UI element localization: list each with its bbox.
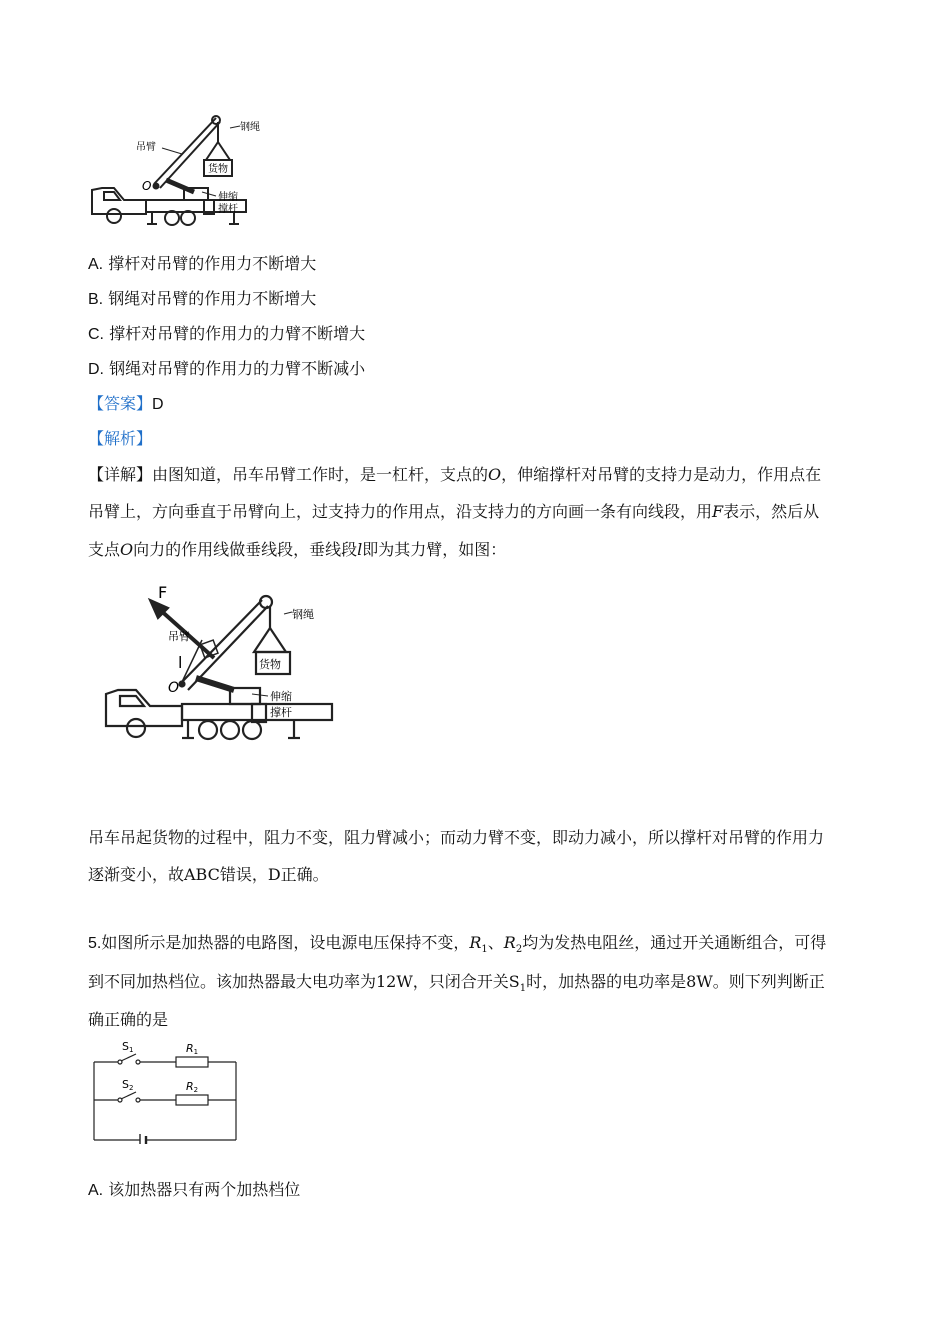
cargo-label: 货物	[208, 164, 228, 175]
answer-value: D	[152, 396, 164, 413]
option-d: D. 钢绳对吊臂的作用力的力臂不断减小	[88, 359, 366, 378]
lever-arm-label: l	[178, 653, 183, 672]
answer-tag: 【答案】	[88, 394, 153, 413]
analysis-tag: 【解析】	[88, 429, 153, 448]
option-b: B. 钢绳对吊臂的作用力不断增大	[88, 289, 317, 308]
strut-label-2a: 伸缩	[270, 690, 292, 703]
pivot-label: O	[142, 179, 152, 193]
conclusion-line-2: 逐渐变小，故ABC错误，D正确。	[88, 865, 329, 884]
arm-label: 吊臂	[136, 142, 156, 153]
detail-tag: 【详解】	[88, 465, 153, 484]
q5-line-1: 5.如图所示是加热器的电路图，设电源电压保持不变，$R_1$、$R_2$均为发热电阻丝，通过开关通断组合，可得	[88, 933, 827, 956]
switch-s1-label: S1	[122, 1040, 134, 1054]
detail-line-3: 支点O向力的作用线做垂线段，垂线段l即为其力臂，如图：	[88, 540, 507, 559]
cargo-label-2: 货物	[259, 658, 281, 671]
answer-line	[88, 394, 164, 415]
strut-label-1: 伸缩	[218, 192, 238, 203]
switch-s2-label: S2	[122, 1078, 134, 1092]
rope-label-2: 钢绳	[292, 608, 314, 621]
pivot-label-2: O	[168, 680, 180, 696]
option-a: A. 撑杆对吊臂的作用力不断增大	[88, 254, 317, 273]
circuit-diagram	[88, 1040, 242, 1144]
detail-line-1: 【详解】由图知道，吊车吊臂工作时，是一杠杆，支点的O，伸缩撑杆对吊臂的支持力是动力，作用点在	[88, 465, 822, 484]
resistor-r2-label: R2	[186, 1080, 199, 1094]
option-c: C. 撑杆对吊臂的作用力的力臂不断增大	[88, 324, 366, 343]
strut-label-2b: 撑杆	[270, 706, 292, 719]
q5-line-2: 到不同加热档位。该加热器最大电功率为12W，只闭合开关$S_1$时，加热器的电功率是8W。则下列判断正	[88, 972, 825, 995]
q5-line-3: 确正确的是	[88, 1010, 169, 1029]
detail-line-2: 吊臂上，方向垂直于吊臂向上，过支持力的作用点，沿支持力的方向画一条有向线段，用F表示，然后从	[88, 502, 820, 521]
q5-number: 5.	[88, 935, 102, 952]
force-label: F	[158, 583, 168, 602]
arm-label-2: 吊臂	[168, 630, 190, 643]
conclusion-line-1: 吊车吊起货物的过程中，阻力不变，阻力臂减小；而动力臂不变，即动力减小，所以撑杆对吊臂的作用力	[88, 828, 825, 847]
resistor-r1-label: R1	[186, 1042, 199, 1056]
crane-figure-1	[84, 112, 274, 230]
strut-label-2: 撑杆	[218, 204, 238, 215]
crane-figure-2	[96, 578, 346, 748]
q5-option-a: A. 该加热器只有两个加热档位	[88, 1180, 301, 1199]
rope-label: 钢绳	[240, 122, 260, 133]
